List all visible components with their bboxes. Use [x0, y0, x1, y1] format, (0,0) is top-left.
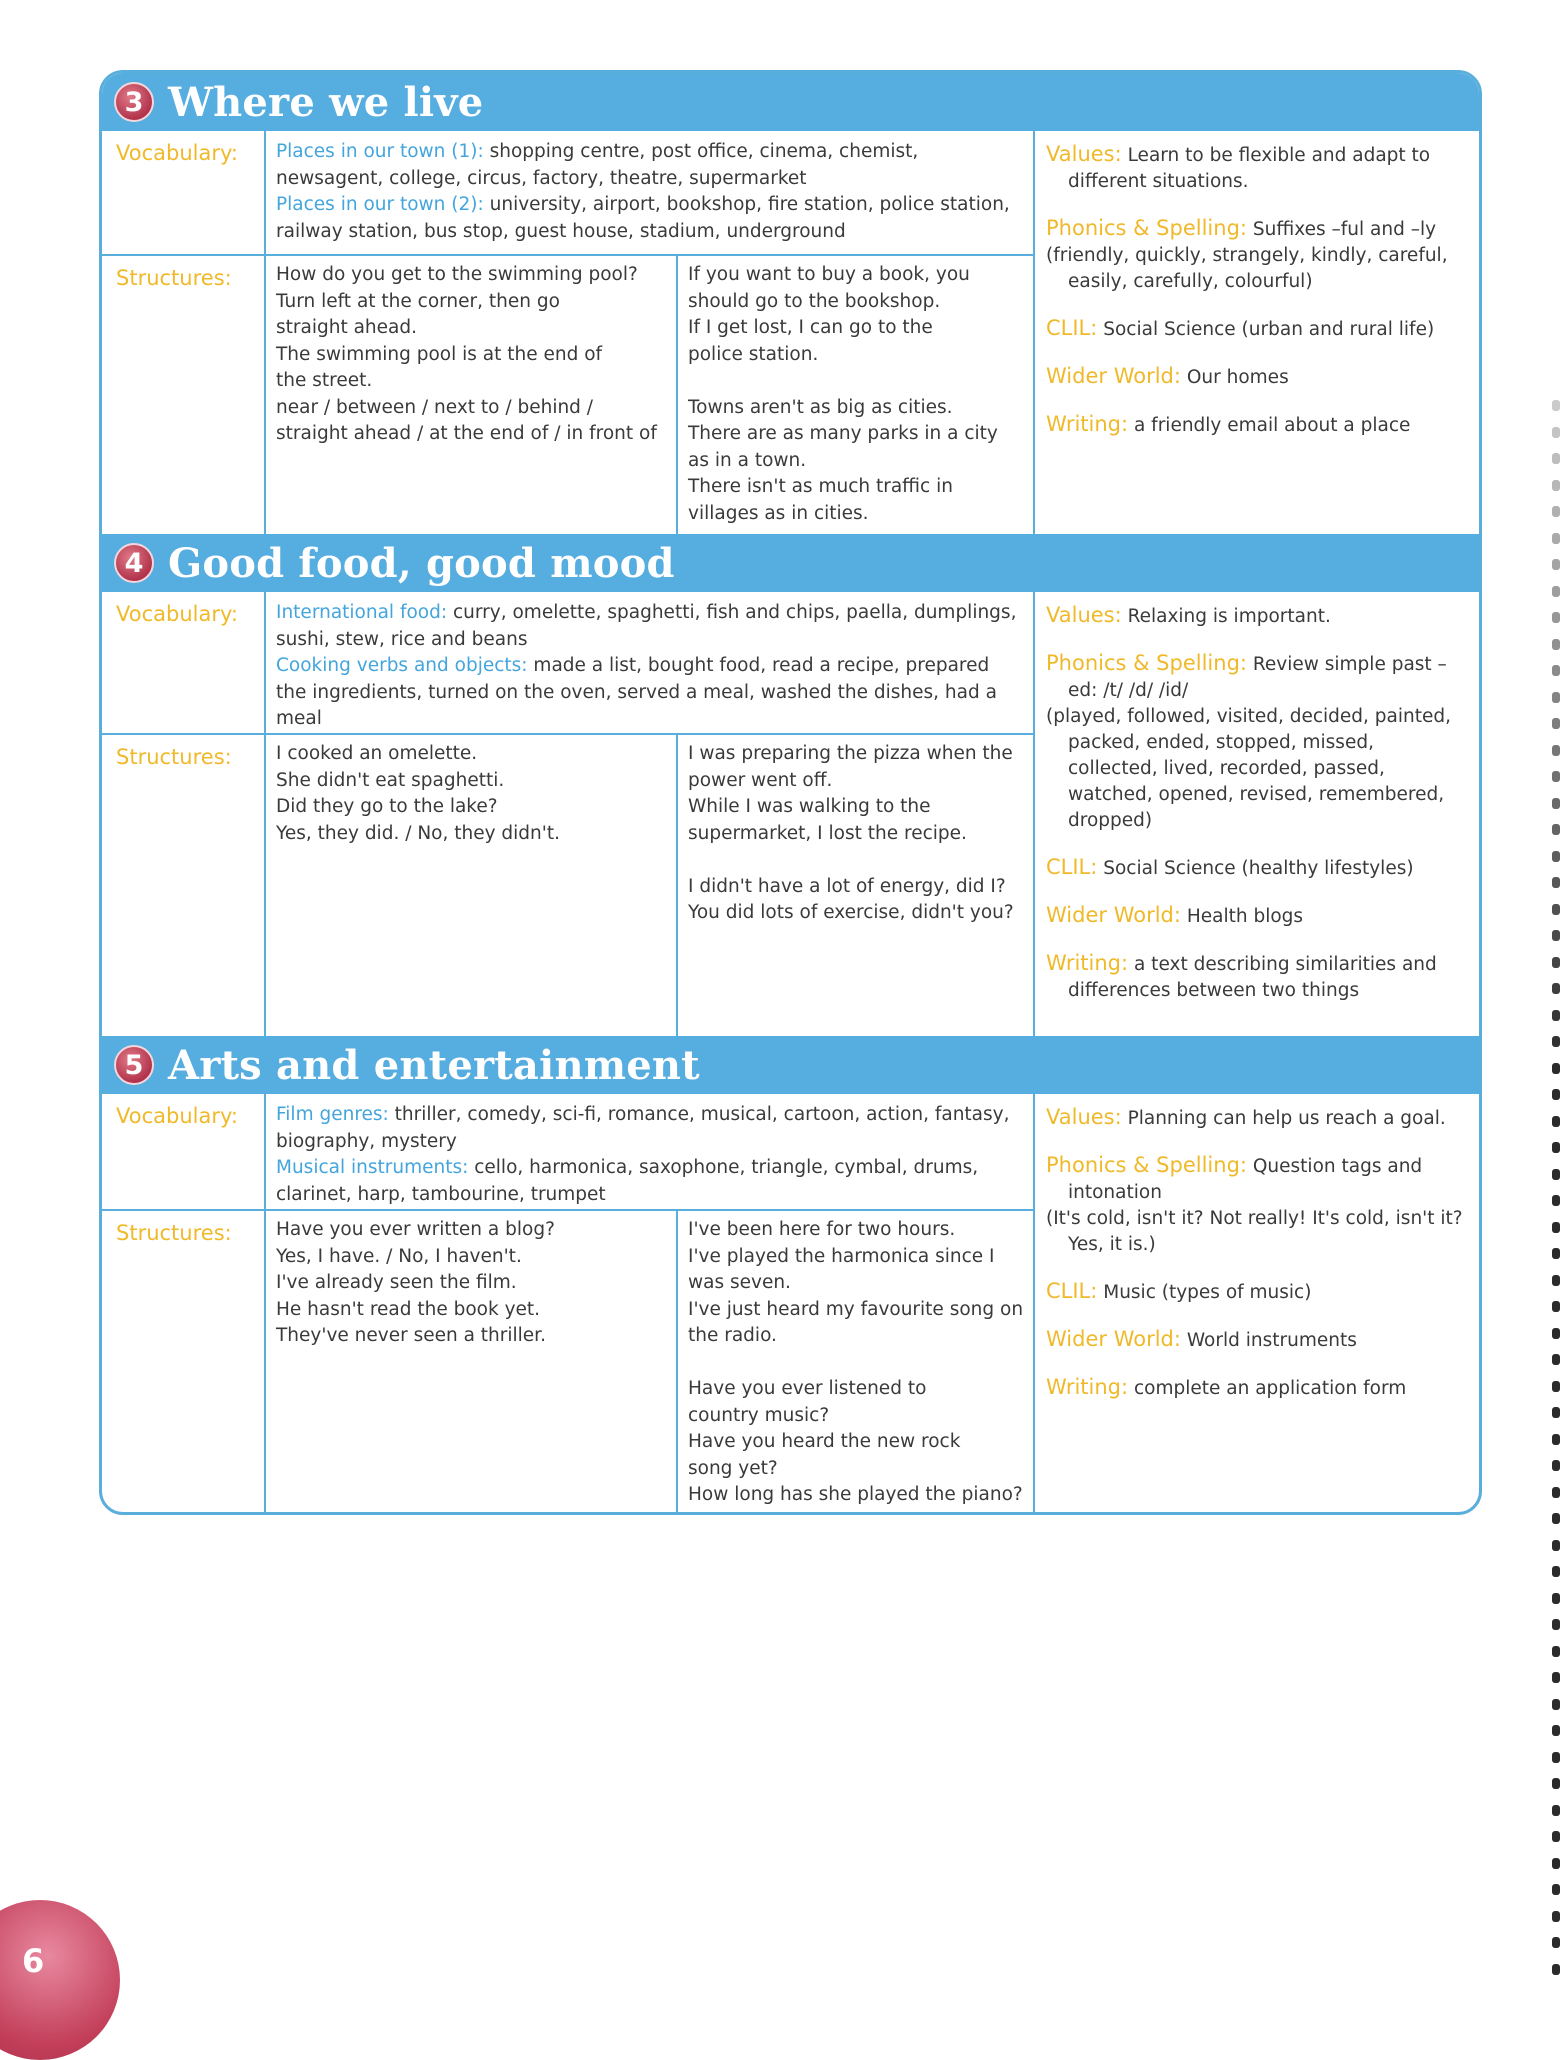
vocabulary-label: Vocabulary: — [102, 131, 266, 254]
unit-number-badge: 5 — [114, 1045, 154, 1085]
vocabulary-group-text: thriller, comedy, sci-fi, romance, musical, cartoon, action, fantasy, biography, mystery — [276, 1104, 1010, 1152]
binding-ring — [1552, 904, 1560, 915]
binding-ring — [1552, 559, 1560, 570]
binding-ring — [1552, 851, 1560, 862]
binding-ring — [1552, 1566, 1560, 1577]
unit-title: Good food, good mood — [168, 539, 675, 587]
binding-ring — [1552, 586, 1560, 597]
values-block — [1046, 141, 1465, 195]
unit-header — [102, 1036, 1479, 1094]
binding-ring — [1552, 1487, 1560, 1498]
structures-column-1: Have you ever written a blog? Yes, I have. / No, I haven't. I've already seen the film. He hasn't read the book yet. They've never seen a thriller. — [266, 1211, 678, 1512]
binding-ring — [1552, 1513, 1560, 1524]
clil-label: CLIL: — [1046, 1279, 1098, 1303]
binding-ring — [1552, 957, 1560, 968]
unit-right-panel — [1035, 592, 1479, 1036]
unit-number-badge: 4 — [114, 543, 154, 583]
binding-ring — [1552, 1778, 1560, 1789]
clil-text: Social Science (healthy lifestyles) — [1103, 858, 1414, 879]
wider-world-block — [1046, 902, 1465, 930]
binding-ring — [1552, 1169, 1560, 1180]
binding-ring — [1552, 1593, 1560, 1604]
writing-text: a text describing similarities and differences between two things — [1068, 954, 1437, 1001]
unit-header — [102, 73, 1479, 131]
binding-ring — [1552, 1010, 1560, 1021]
binding-ring — [1552, 1434, 1560, 1445]
binding-ring — [1552, 453, 1560, 464]
binding-ring — [1552, 745, 1560, 756]
wider-world-label: Wider World: — [1046, 903, 1181, 927]
binding-ring — [1552, 1699, 1560, 1710]
vocabulary-group-text: cello, harmonica, saxophone, triangle, cymbal, drums, clarinet, harp, tambourine, trumpet — [276, 1157, 979, 1205]
unit-body — [102, 592, 1479, 1036]
binding-ring — [1552, 1275, 1560, 1286]
writing-block — [1046, 411, 1465, 439]
clil-block — [1046, 315, 1465, 343]
binding-ring — [1552, 1381, 1560, 1392]
unit-header — [102, 534, 1479, 592]
values-label: Values: — [1046, 603, 1122, 627]
clil-block — [1046, 854, 1465, 882]
syllabus-table — [99, 70, 1482, 1515]
binding-ring — [1552, 930, 1560, 941]
vocabulary-group-label: Places in our town (2): — [276, 194, 484, 215]
binding-ring — [1552, 480, 1560, 491]
phonics-text: Suffixes –ful and –ly — [1252, 219, 1437, 240]
unit-3 — [102, 73, 1479, 534]
unit-title: Arts and entertainment — [168, 1041, 700, 1089]
binding-ring — [1552, 427, 1560, 438]
structures-column-2: I've been here for two hours. I've played the harmonica since I was seven. I've just heard my favourite song on the radio. Have you ever listened to country music? Have you heard the new rock song yet? How long has she played the piano? — [688, 1219, 1024, 1505]
structures-column-2: I was preparing the pizza when the power went off. While I was walking to the supermarket, I lost the recipe. I didn't have a lot of energy, did I? You did lots of exercise, didn't you? — [688, 743, 1014, 923]
binding-ring — [1552, 798, 1560, 809]
vocabulary-group-label: International food: — [276, 602, 448, 623]
vocabulary-group — [276, 1102, 1023, 1155]
clil-text: Music (types of music) — [1103, 1282, 1312, 1303]
binding-ring — [1552, 1858, 1560, 1869]
binding-ring — [1552, 824, 1560, 835]
wider-world-label: Wider World: — [1046, 364, 1181, 388]
wider-world-text: World instruments — [1186, 1330, 1357, 1351]
phonics-examples: (It's cold, isn't it? Not really! It's cold, isn't it? Yes, it is.) — [1046, 1208, 1463, 1255]
binding-ring — [1552, 771, 1560, 782]
phonics-label: Phonics & Spelling: — [1046, 1153, 1247, 1177]
binding-ring — [1552, 718, 1560, 729]
phonics-block — [1046, 650, 1465, 834]
binding-ring — [1552, 1407, 1560, 1418]
phonics-text: Review simple past –ed: /t/ /d/ /id/ — [1068, 654, 1447, 701]
vocabulary-group-label: Musical instruments: — [276, 1157, 469, 1178]
vocabulary-group — [276, 600, 1023, 653]
binding-ring — [1552, 1063, 1560, 1074]
clil-label: CLIL: — [1046, 316, 1098, 340]
binding-ring — [1552, 1752, 1560, 1763]
phonics-block — [1046, 1152, 1465, 1258]
vocabulary-group-label: Places in our town (1): — [276, 141, 484, 162]
writing-label: Writing: — [1046, 412, 1129, 436]
structures-column-1: I cooked an omelette. She didn't eat spaghetti. Did they go to the lake? Yes, they did. / No, they didn't. — [266, 735, 678, 1036]
unit-left-panel — [102, 131, 1035, 534]
wider-world-block — [1046, 1326, 1465, 1354]
vocabulary-row — [102, 592, 1033, 735]
vocabulary-group-text: curry, omelette, spaghetti, fish and chips, paella, dumplings, sushi, stew, rice and beans — [276, 602, 1017, 650]
binding-ring — [1552, 1354, 1560, 1365]
unit-body — [102, 131, 1479, 534]
structures-label: Structures: — [102, 735, 266, 1036]
vocabulary-group — [276, 653, 1023, 733]
vocabulary-group-label: Cooking verbs and objects: — [276, 655, 528, 676]
wider-world-block — [1046, 363, 1465, 391]
binding-ring — [1552, 1831, 1560, 1842]
binding-ring — [1552, 1248, 1560, 1259]
writing-text: a friendly email about a place — [1133, 415, 1411, 436]
binding-ring — [1552, 1195, 1560, 1206]
values-text: Planning can help us reach a goal. — [1127, 1108, 1446, 1129]
writing-block — [1046, 950, 1465, 1004]
wider-world-label: Wider World: — [1046, 1327, 1181, 1351]
phonics-block — [1046, 215, 1465, 295]
binding-ring — [1552, 533, 1560, 544]
binding-ring — [1552, 1619, 1560, 1630]
structures-row — [102, 1211, 1033, 1512]
vocabulary-group-text: university, airport, bookshop, fire station, police station, railway station, bus stop, guest house, stadium, underground — [276, 194, 1010, 242]
wider-world-text: Our homes — [1186, 367, 1289, 388]
clil-block — [1046, 1278, 1465, 1306]
binding-ring — [1552, 1646, 1560, 1657]
unit-body — [102, 1094, 1479, 1512]
structures-label: Structures: — [102, 256, 266, 534]
binding-ring — [1552, 1725, 1560, 1736]
spiral-binding — [1552, 400, 1562, 2000]
unit-left-panel — [102, 592, 1035, 1036]
binding-ring — [1552, 400, 1560, 411]
binding-ring — [1552, 612, 1560, 623]
clil-text: Social Science (urban and rural life) — [1103, 319, 1435, 340]
phonics-examples: (played, followed, visited, decided, painted, packed, ended, stopped, missed, collected, lived, recorded, passed, watched, opened, revised, remembered, dropped) — [1046, 706, 1451, 831]
binding-ring — [1552, 1036, 1560, 1047]
values-text: Relaxing is important. — [1127, 606, 1331, 627]
vocabulary-content — [266, 1094, 1033, 1209]
writing-label: Writing: — [1046, 951, 1129, 975]
vocabulary-row — [102, 1094, 1033, 1211]
clil-label: CLIL: — [1046, 855, 1098, 879]
binding-ring — [1552, 1540, 1560, 1551]
binding-ring — [1552, 1911, 1560, 1922]
values-block — [1046, 1104, 1465, 1132]
binding-ring — [1552, 1937, 1560, 1948]
vocabulary-content — [266, 131, 1033, 254]
unit-4 — [102, 534, 1479, 1036]
binding-ring — [1552, 639, 1560, 650]
binding-ring — [1552, 692, 1560, 703]
binding-ring — [1552, 1672, 1560, 1683]
binding-ring — [1552, 983, 1560, 994]
binding-ring — [1552, 1301, 1560, 1312]
unit-5 — [102, 1036, 1479, 1512]
structures-column-1: How do you get to the swimming pool? Turn left at the corner, then go straight ahead. The swimming pool is at the end of the street. near / between / next to / behind / straight ahead / at the end of / in front of — [266, 256, 678, 534]
binding-ring — [1552, 1116, 1560, 1127]
page-number: 6 — [22, 1942, 45, 1980]
unit-left-panel — [102, 1094, 1035, 1512]
binding-ring — [1552, 1328, 1560, 1339]
structures-row — [102, 735, 1033, 1036]
binding-ring — [1552, 506, 1560, 517]
binding-ring — [1552, 1222, 1560, 1233]
writing-block — [1046, 1374, 1465, 1402]
writing-label: Writing: — [1046, 1375, 1129, 1399]
vocabulary-row — [102, 131, 1033, 256]
vocabulary-group-text: made a list, bought food, read a recipe, prepared the ingredients, turned on the oven, served a meal, washed the dishes, had a meal — [276, 655, 997, 729]
structures-row — [102, 256, 1033, 534]
binding-ring — [1552, 1460, 1560, 1471]
vocabulary-group — [276, 192, 1023, 245]
writing-text: complete an application form — [1133, 1378, 1407, 1399]
phonics-label: Phonics & Spelling: — [1046, 651, 1247, 675]
vocabulary-group — [276, 139, 1023, 192]
wider-world-text: Health blogs — [1186, 906, 1304, 927]
values-label: Values: — [1046, 1105, 1122, 1129]
phonics-examples: (friendly, quickly, strangely, kindly, careful, easily, carefully, colourful) — [1046, 245, 1448, 292]
binding-ring — [1552, 1142, 1560, 1153]
binding-ring — [1552, 1964, 1560, 1975]
vocabulary-label: Vocabulary: — [102, 592, 266, 733]
structures-label: Structures: — [102, 1211, 266, 1512]
page-number-circle — [0, 1900, 120, 2060]
structures-column-2: If you want to buy a book, you should go to the bookshop. If I get lost, I can go to the police station. Towns aren't as big as cities. There are as many parks in a city as in a town. There isn't as much traffic in villages as in cities. — [688, 264, 998, 524]
unit-right-panel — [1035, 131, 1479, 534]
phonics-text: Question tags and intonation — [1068, 1156, 1423, 1203]
values-label: Values: — [1046, 142, 1122, 166]
binding-ring — [1552, 665, 1560, 676]
vocabulary-group-label: Film genres: — [276, 1104, 389, 1125]
vocabulary-group-text: shopping centre, post office, cinema, chemist, newsagent, college, circus, factory, theatre, supermarket — [276, 141, 919, 189]
binding-ring — [1552, 877, 1560, 888]
phonics-label: Phonics & Spelling: — [1046, 216, 1247, 240]
vocabulary-label: Vocabulary: — [102, 1094, 266, 1209]
values-text: Learn to be flexible and adapt to different situations. — [1068, 145, 1431, 192]
binding-ring — [1552, 1805, 1560, 1816]
vocabulary-group — [276, 1155, 1023, 1208]
binding-ring — [1552, 1884, 1560, 1895]
unit-right-panel — [1035, 1094, 1479, 1512]
unit-number-badge: 3 — [114, 82, 154, 122]
unit-title: Where we live — [168, 78, 484, 126]
values-block — [1046, 602, 1465, 630]
binding-ring — [1552, 1089, 1560, 1100]
vocabulary-content — [266, 592, 1033, 733]
